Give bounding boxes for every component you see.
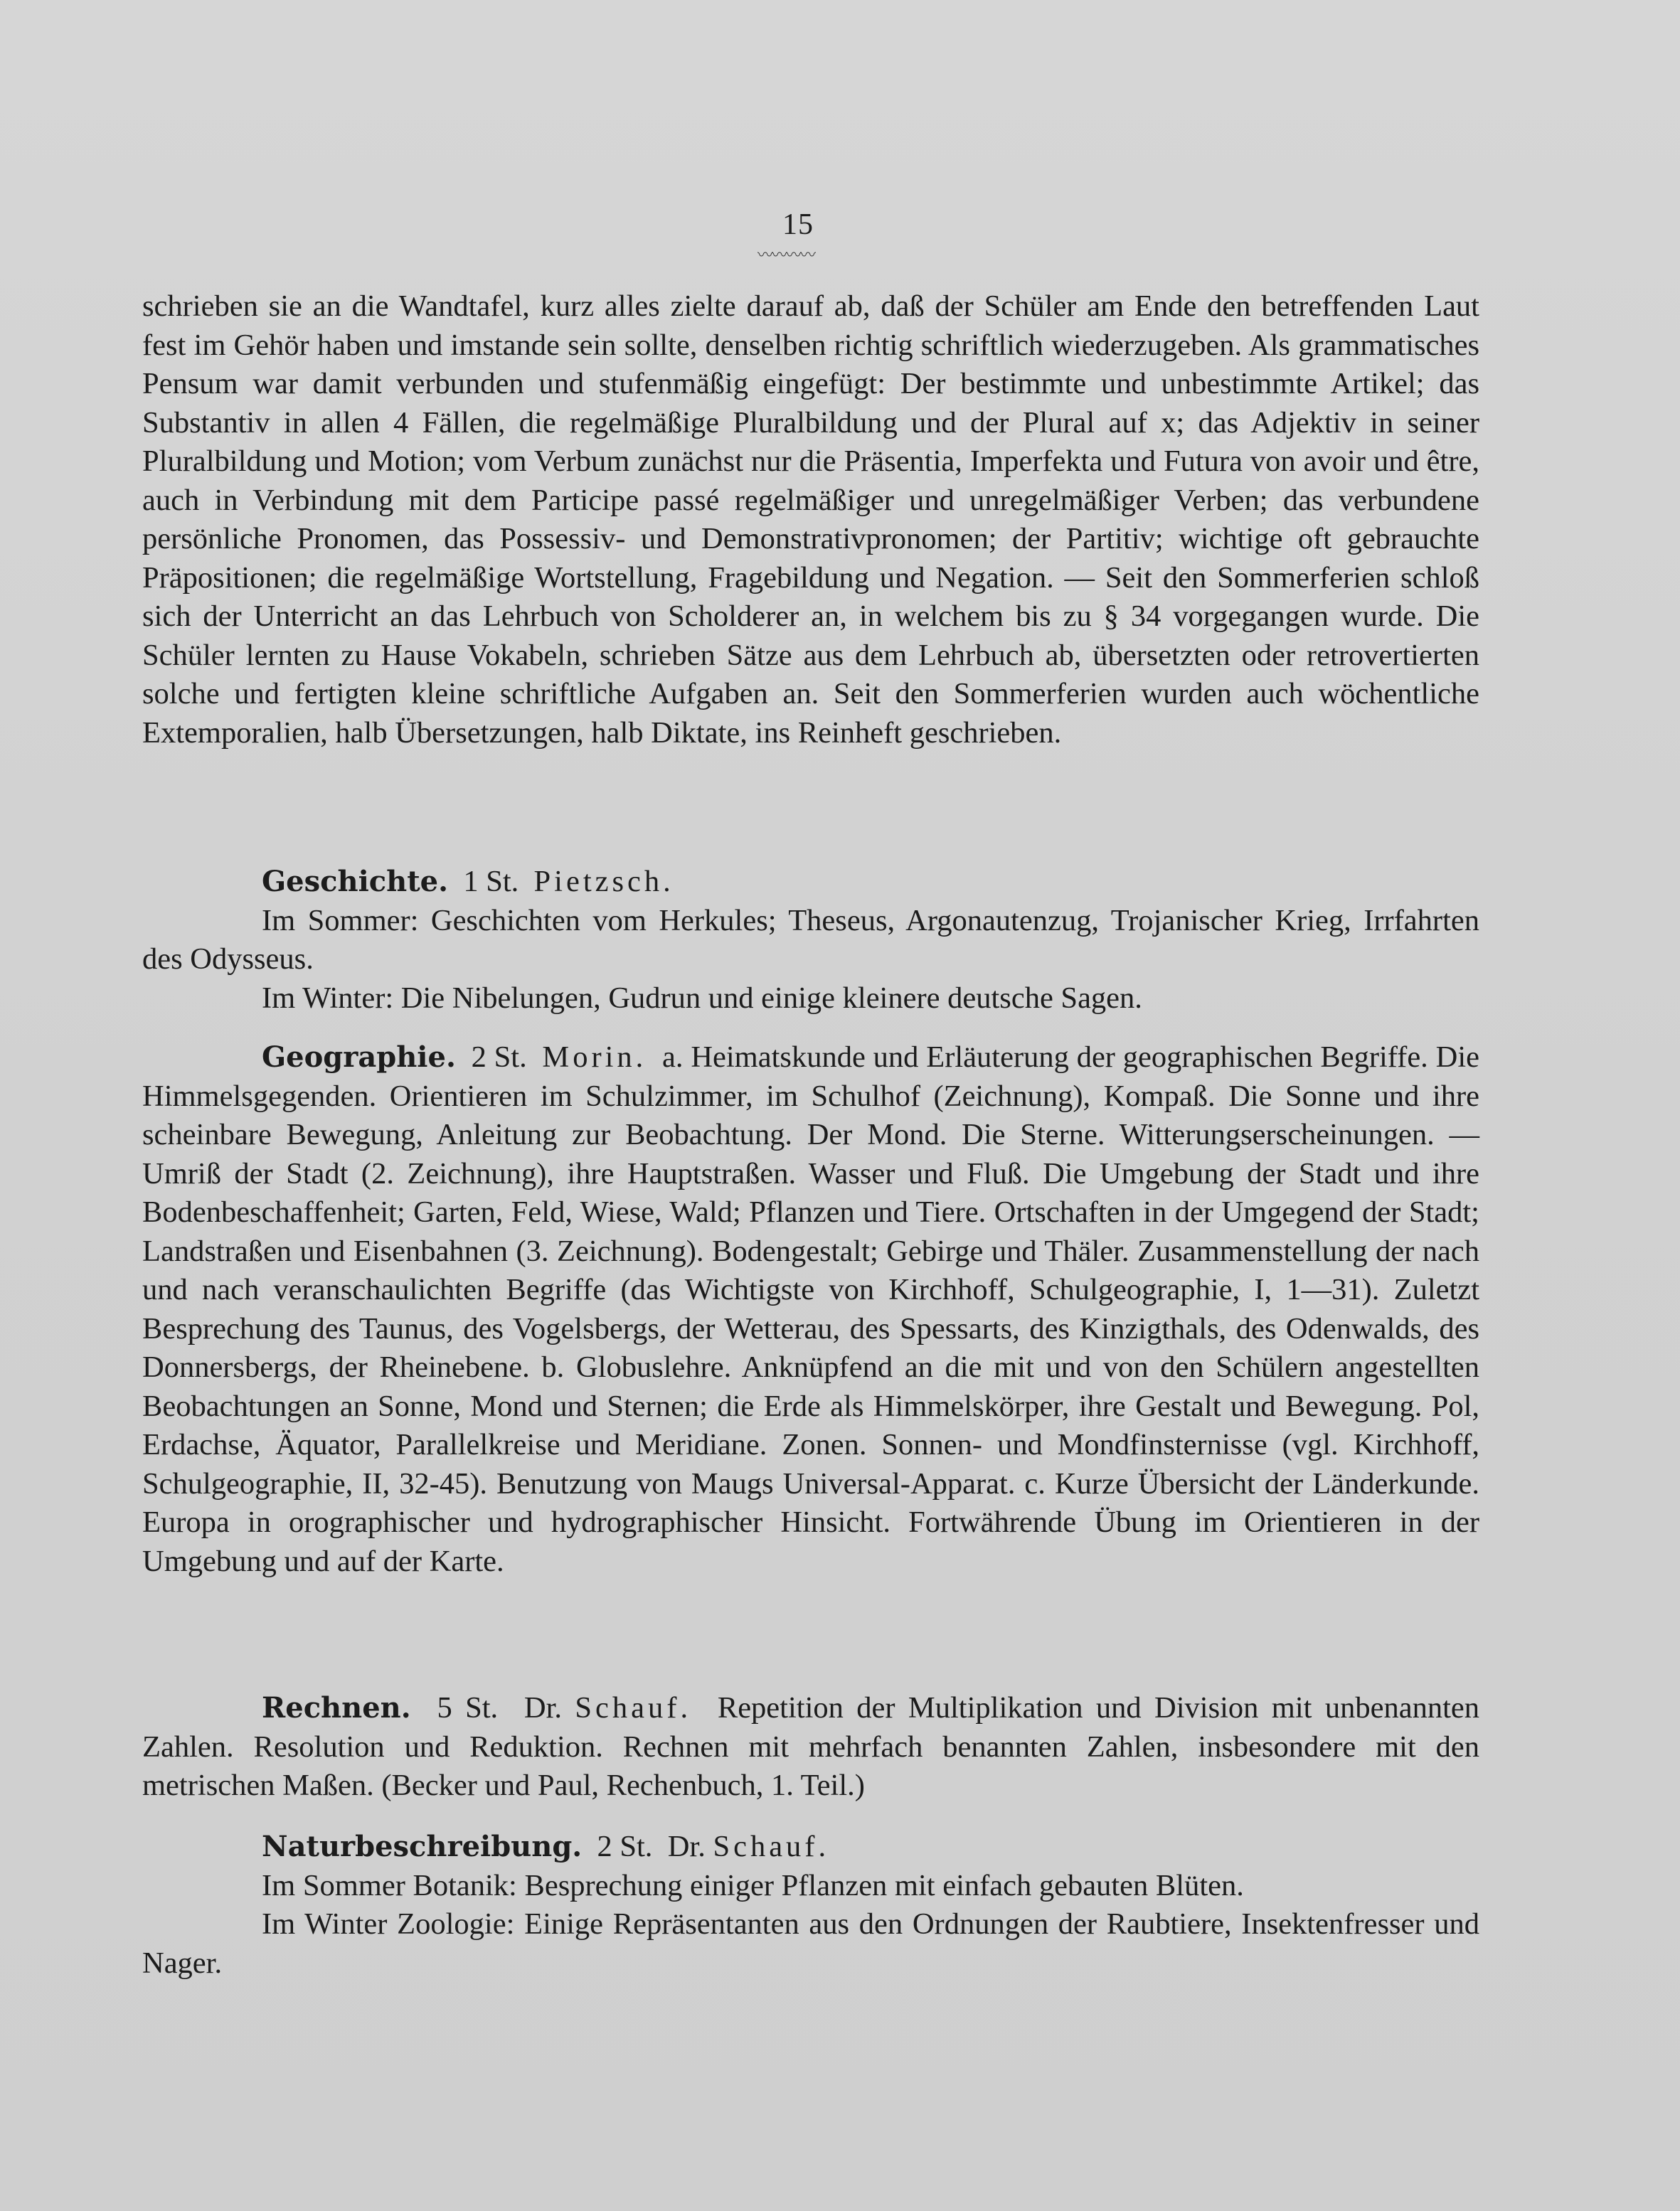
intro-section: [142, 287, 1479, 752]
geschichte-summer: Im Sommer: Geschichten vom Herkules; Theseus, Argonautenzug, Trojanischer Krieg, Irrfahrten des Odysseus.: [142, 903, 1479, 976]
rechnen-section: [142, 1689, 1479, 1806]
naturbeschreibung-hours: 2 St.: [597, 1830, 653, 1863]
geschichte-winter: Im Winter: Die Nibelungen, Gudrun und einige kleinere deutsche Sagen.: [262, 981, 1142, 1015]
geographie-text: a. Heimatskunde und Erläuterung der geographischen Begriffe. Die Himmelsgegenden. Orientieren im Schulzimmer, im Schulhof (Zeichnung), Kompaß. Die Sonne und ihre scheinbare Bewegung, Anleitung zur Beobachtung. Der Mond. Die Sterne. Witterungserscheinungen. — Umriß der Stadt (2. Zeichnung), ihre Hauptstraßen. Wasser und Fluß. Die Umgebung der Stadt und ihre Bodenbeschaffenheit; Garten, Feld, Wiese, Wald; Pflanzen und Tiere. Ortschaften in der Umgegend der Stadt; Landstraßen und Eisenbahnen (3. Zeichnung). Bodengestalt; Gebirge und Thäler. Zusammenstellung der nach und nach veranschaulichten Begriffe (das Wichtigste von Kirchhoff, Schulgeographie, I, 1—31). Zuletzt Besprechung des Taunus, des Vogelsbergs, der Wetterau, des Spessarts, des Kinzigthals, des Odenwalds, des Donnersbergs, der Rheinebene. b. Globuslehre. Anknüpfend an die mit und von den Schülern angestellten Beobachtungen an Sonne, Mond und Sternen; die Erde als Himmelskörper, ihre Gestalt und Bewegung. Pol, Erdachse, Äquator, Parallelkreise und Meridiane. Zonen. Sonnen- und Mondfinsternisse (vgl. Kirchhoff, Schulgeographie, II, 32-45). Benutzung von Maugs Universal-Apparat. c. Kurze Übersicht der Länderkunde. Europa in orographischer und hydrographischer Hinsicht. Fortwährende Übung im Orientieren in der Umgebung und auf der Karte.: [142, 1040, 1480, 1578]
rechnen-teacher: Schauf.: [575, 1691, 692, 1725]
naturbeschreibung-section: [142, 1828, 1479, 1983]
naturbeschreibung-title: Dr.: [667, 1830, 706, 1863]
geschichte-teacher: Pietzsch.: [533, 865, 674, 898]
rechnen-paragraph: [142, 1689, 1479, 1806]
naturbeschreibung-summer: Im Sommer Botanik: Besprechung einiger Pflanzen mit einfach gebauten Blüten.: [262, 1868, 1244, 1902]
naturbeschreibung-heading-line: [142, 1828, 1479, 1867]
intro-paragraph: schrieben sie an die Wandtafel, kurz alles zielte darauf ab, daß der Schüler am Ende den betreffenden Laut fest im Gehör haben und imstande sein sollte, denselben richtig schriftlich wiederzugeben. Als grammatisches Pensum war damit verbunden und stufenmäßig eingefügt: Der bestimmte und unbestimmte Artikel; das Substantiv in allen 4 Fällen, die regelmäßige Pluralbildung und der Plural auf x; das Adjektiv in seiner Pluralbildung und Motion; vom Verbum zunächst nur die Präsentia, Imperfekta und Futura von avoir und être, auch in Verbindung mit dem Participe passé regelmäßiger und unregelmäßiger Verben; das verbundene persönliche Pronomen, das Possessiv- und Demonstrativpronomen; der Partitiv; wichtige oft gebrauchte Präpositionen; die regelmäßige Wortstellung, Fragebildung und Negation. — Seit den Sommerferien schloß sich der Unterricht an das Lehrbuch von Scholderer an, in welchem bis zu § 34 vorgegangen wurde. Die Schüler lernten zu Hause Vokabeln, schrieben Sätze aus dem Lehrbuch ab, übersetzten oder retrovertierten solche und fertigten kleine schriftliche Aufgaben an. Seit den Sommerferien wurden auch wöchentliche Extemporalien, halb Übersetzungen, halb Diktate, ins Reinheft geschrieben.: [142, 289, 1479, 750]
geographie-hours: 2 St.: [471, 1040, 527, 1074]
naturbeschreibung-winter: Im Winter Zoologie: Einige Repräsentanten aus den Ordnungen der Raubtiere, Insektenfresser und Nager.: [142, 1907, 1479, 1980]
geschichte-section: [142, 863, 1479, 1018]
geographie-heading: Geographie.: [262, 1040, 456, 1074]
geographie-teacher: Morin.: [542, 1040, 647, 1074]
geschichte-heading-line: [142, 863, 1479, 902]
rechnen-text: Repetition der Multiplikation und Division mit unbenannten Zahlen. Resolution und Reduktion. Rechnen mit mehrfach benannten Zahlen, insbesondere mit den metrischen Maßen. (Becker und Paul, Rechenbuch, 1. Teil.): [142, 1691, 1479, 1802]
page-number: 15: [782, 208, 814, 241]
geographie-paragraph: [142, 1038, 1479, 1581]
geographie-section: [142, 1038, 1479, 1581]
naturbeschreibung-teacher: Schauf.: [713, 1830, 830, 1863]
geschichte-heading: Geschichte.: [262, 865, 449, 898]
rechnen-heading: Rechnen.: [262, 1691, 411, 1725]
rechnen-hours: 5 St.: [437, 1691, 499, 1725]
naturbeschreibung-heading: Naturbeschreibung.: [262, 1830, 583, 1863]
geschichte-hours: 1 St.: [463, 865, 519, 898]
page-number-ornament: 〰〰〰〰: [757, 246, 815, 264]
rechnen-title: Dr.: [523, 1691, 563, 1725]
